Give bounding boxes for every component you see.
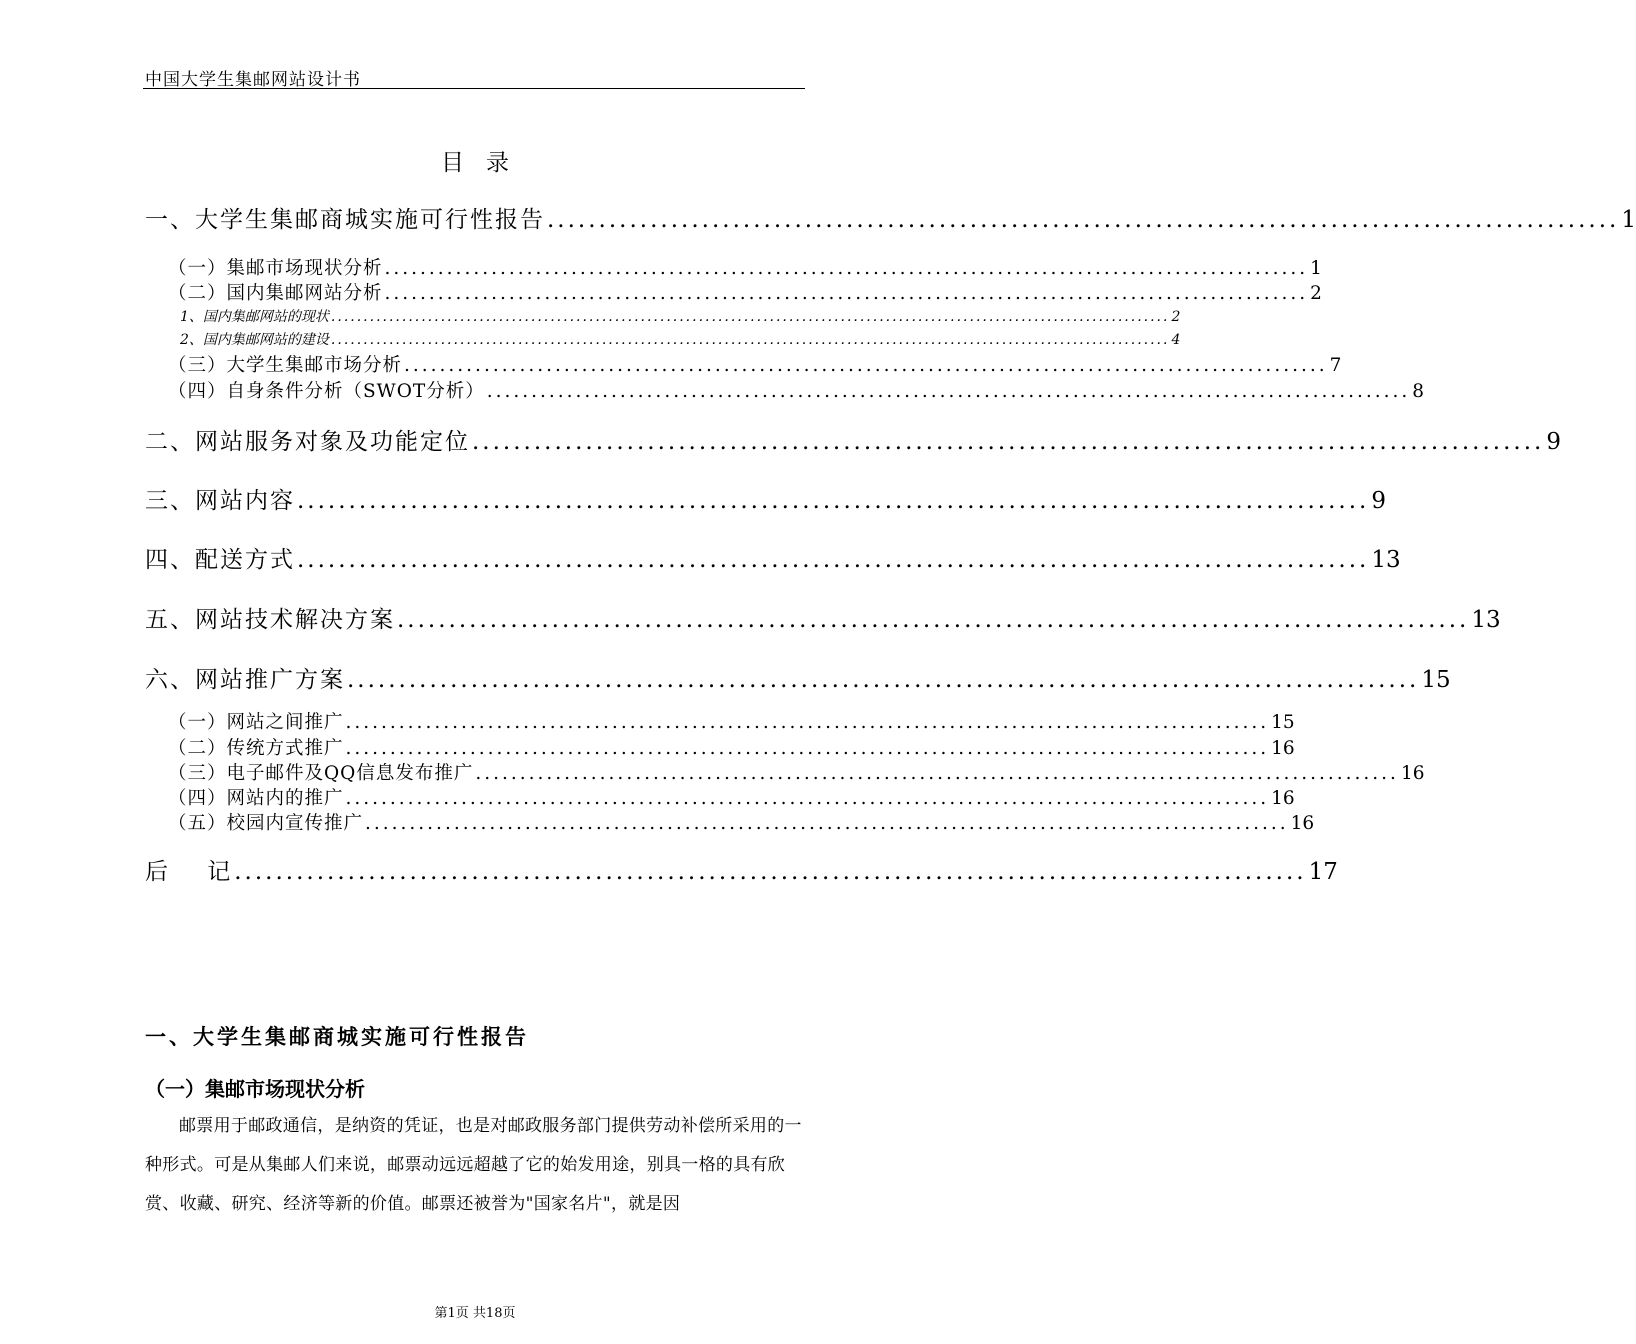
toc-entry[interactable]: 1、国内集邮网站的现状 .................................................................................................................................. 2 xyxy=(180,309,1181,325)
page-footer: 第1页 共18页 xyxy=(434,1306,516,1321)
toc-entry[interactable]: 二、网站服务对象及功能定位 ........................................................................................................ 9 xyxy=(145,429,1561,455)
page-header xyxy=(143,62,805,89)
header-title: 中国大学生集邮网站设计书 xyxy=(145,70,361,90)
body-paragraph: 邮票用于邮政通信，是纳资的凭证，也是对邮政服务部门提供劳动补偿所采用的一种形式。可是从集邮人们来说，邮票动远远超越了它的始发用途，别具一格的具有欣赏、收藏、研究、经济等新的价值。邮票还被誉为"国家名片"，就是因 xyxy=(145,1116,802,1214)
toc-entry[interactable]: 五、网站技术解决方案 ........................................................................................................ 13 xyxy=(145,607,1501,633)
section-heading: 一、大学生集邮商城实施可行性报告 xyxy=(145,1025,529,1049)
toc-entry[interactable]: （一）网站之间推广 ........................................................................................................ 15 xyxy=(168,712,1295,733)
toc-title: 目录 xyxy=(441,150,531,176)
toc-entry[interactable]: 一、大学生集邮商城实施可行性报告 ........................................................................................................ 1 xyxy=(145,207,1636,233)
toc-entry[interactable]: 2、国内集邮网站的建设 .................................................................................................................................. 4 xyxy=(180,332,1181,348)
toc-entry[interactable]: （一）集邮市场现状分析 ........................................................................................................ 1 xyxy=(168,258,1322,279)
toc-entry[interactable]: （二）传统方式推广 ........................................................................................................ 16 xyxy=(168,738,1295,759)
toc-entry[interactable]: （四）自身条件分析（SWOT分析） ........................................................................................................ 8 xyxy=(168,381,1425,402)
toc-entry[interactable]: （三）大学生集邮市场分析 ........................................................................................................ 7 xyxy=(168,355,1342,376)
toc-entry[interactable]: 后 记 ........................................................................................................ 17 xyxy=(145,859,1338,885)
toc-entry[interactable]: 六、网站推广方案 ........................................................................................................ 15 xyxy=(145,667,1451,693)
toc-entry[interactable]: （三）电子邮件及QQ信息发布推广 ........................................................................................................ 16 xyxy=(168,763,1425,784)
toc-entry[interactable]: （四）网站内的推广 ........................................................................................................ 16 xyxy=(168,788,1295,809)
subsection-heading: （一）集邮市场现状分析 xyxy=(145,1077,365,1101)
toc-entry[interactable]: 四、配送方式 ........................................................................................................ 13 xyxy=(145,547,1401,573)
toc-entry[interactable]: 三、网站内容 ........................................................................................................ 9 xyxy=(145,488,1386,514)
toc-entry[interactable]: （二）国内集邮网站分析 ........................................................................................................ 2 xyxy=(168,283,1322,304)
toc-entry[interactable]: （五）校园内宣传推广 ........................................................................................................ 16 xyxy=(168,813,1315,834)
